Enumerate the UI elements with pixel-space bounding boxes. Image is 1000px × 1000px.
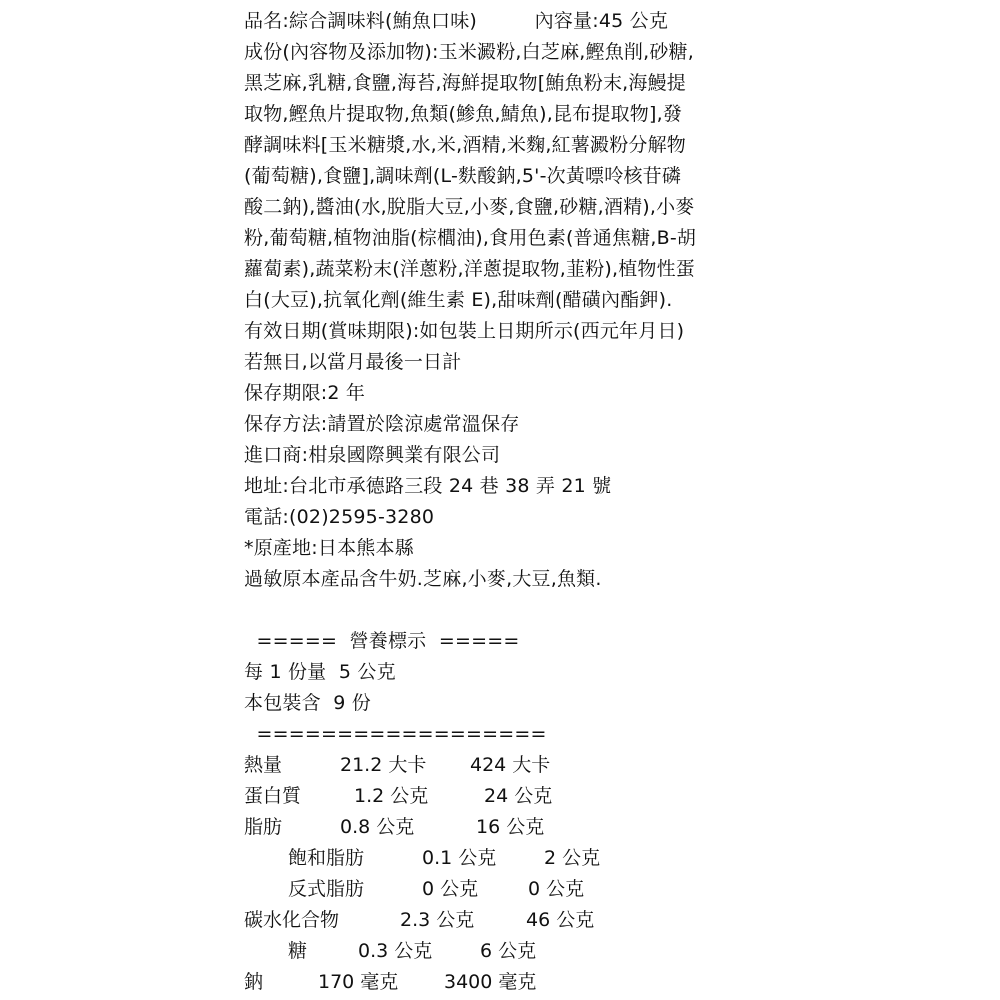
per-serving-value: 1.2 公克 [354,785,429,807]
per-pack-value: 2 公克 [544,847,601,869]
address: 地址:台北市承德路三段 24 巷 38 弄 21 號 [244,475,612,497]
product-name-and-net-weight: 品名:綜合調味料(鮪魚口味) 內容量:45 公克 [244,10,669,32]
spacer [244,595,804,626]
allergen-notice: 過敏原本產品含牛奶.芝麻,小麥,大豆,魚類. [244,568,602,590]
per-pack-value: 24 公克 [484,785,553,807]
nutrition-row [244,843,804,874]
servings-per-pack: 本包裝含 9 份 [244,692,372,714]
ingredients-line: 酸二鈉),醬油(水,脫脂大豆,小麥,食鹽,砂糖,酒精),小麥 [244,196,695,218]
nutrition-row [244,750,804,781]
nutrient-name: 糖 [288,940,308,962]
nutrient-name: 飽和脂肪 [288,847,365,869]
nutrition-divider: ================== [244,723,547,745]
per-pack-value: 0 公克 [528,878,585,900]
per-serving-value: 21.2 大卡 [340,754,427,776]
nutrition-row [244,936,804,967]
nutrient-name: 鈉 [244,971,264,993]
ingredients-line: 黑芝麻,乳糖,食鹽,海苔,海鮮提取物[鮪魚粉末,海鰻提 [244,72,687,94]
per-pack-value: 16 公克 [476,816,545,838]
per-serving-value: 0.3 公克 [358,940,433,962]
ingredients-line: (葡萄糖),食鹽],調味劑(L-麩酸鈉,5'-次黃嘌呤核苷磷 [244,165,682,187]
ingredients-line: 白(大豆),抗氧化劑(維生素 E),甜味劑(醋磺內酯鉀). [244,289,673,311]
per-pack-value: 3400 毫克 [444,971,537,993]
expiry-line: 有效日期(賞味期限):如包裝上日期所示(西元年月日) [244,320,685,342]
nutrition-row [244,812,804,843]
ingredients-line: 酵調味料[玉米糖漿,水,米,酒精,米麴,紅薯澱粉分解物 [244,134,687,156]
ingredients-line: 取物,鰹魚片提取物,魚類(鯵魚,鯖魚),昆布提取物],發 [244,103,683,125]
product-label-document [244,6,804,998]
nutrient-name: 蛋白質 [244,785,302,807]
nutrition-row [244,905,804,936]
importer: 進口商:柑泉國際興業有限公司 [244,444,501,466]
per-serving-value: 0.8 公克 [340,816,415,838]
ingredients-block [244,37,804,316]
nutrition-row [244,967,804,998]
nutrition-row [244,874,804,905]
origin: *原產地:日本熊本縣 [244,537,414,559]
nutrient-name: 反式脂肪 [288,878,365,900]
per-pack-value: 424 大卡 [470,754,551,776]
phone: 電話:(02)2595-3280 [244,506,435,528]
nutrition-table [244,750,804,998]
serving-size: 每 1 份量 5 公克 [244,661,396,683]
nutrition-header: ===== 營養標示 ===== [244,630,520,652]
ingredients-line: 粉,葡萄糖,植物油脂(棕櫚油),食用色素(普通焦糖,B-胡 [244,227,697,249]
per-pack-value: 46 公克 [526,909,595,931]
nutrient-name: 熱量 [244,754,283,776]
shelf-life: 保存期限:2 年 [244,382,366,404]
per-serving-value: 2.3 公克 [400,909,475,931]
per-pack-value: 6 公克 [480,940,537,962]
ingredients-line: 成份(內容物及添加物):玉米澱粉,白芝麻,鰹魚削,砂糖, [244,41,694,63]
per-serving-value: 0 公克 [422,878,479,900]
per-serving-value: 0.1 公克 [422,847,497,869]
ingredients-line: 蘿蔔素),蔬菜粉末(洋蔥粉,洋蔥提取物,韮粉),植物性蛋 [244,258,695,280]
nutrient-name: 脂肪 [244,816,283,838]
expiry-note: 若無日,以當月最後一日計 [244,351,462,373]
nutrient-name: 碳水化合物 [244,909,340,931]
per-serving-value: 170 毫克 [318,971,399,993]
storage-method: 保存方法:請置於陰涼處常溫保存 [244,413,520,435]
nutrition-row [244,781,804,812]
